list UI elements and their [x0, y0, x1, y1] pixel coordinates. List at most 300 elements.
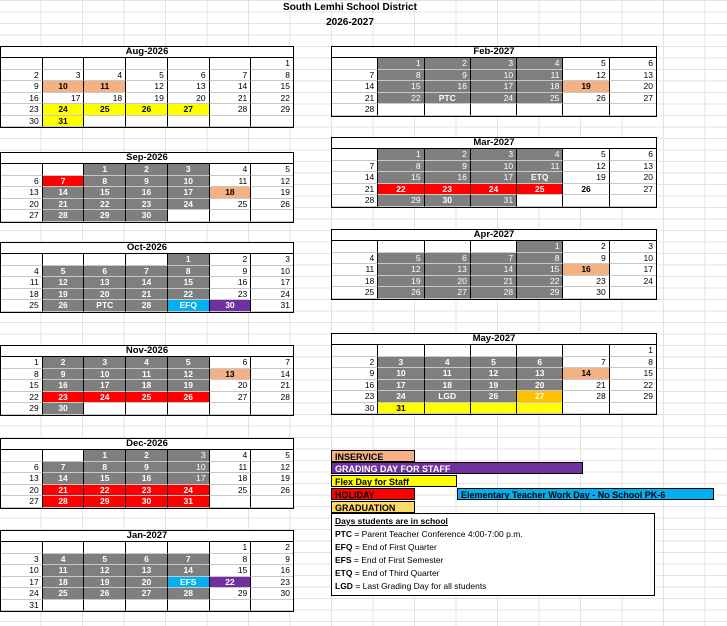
day-cell: 11 [210, 462, 252, 474]
day-cell: 30 [43, 403, 85, 415]
legend-holiday: HOLIDAY [331, 488, 415, 500]
month-grid [332, 345, 656, 414]
day-cell: 20 [168, 93, 210, 105]
day-cell: 3 [168, 164, 210, 176]
day-cell: 4 [425, 357, 471, 369]
day-cell [251, 496, 293, 508]
day-cell: 16 [126, 473, 168, 485]
day-cell: 12 [251, 462, 293, 474]
month-apr-2027 [331, 229, 657, 300]
day-cell: 15 [610, 368, 656, 380]
day-cell [168, 600, 210, 612]
day-cell: 16 [251, 565, 293, 577]
day-cell [43, 450, 85, 462]
day-cell: 7 [43, 462, 85, 474]
day-cell: 23 [563, 276, 609, 288]
day-cell [425, 104, 471, 116]
day-cell: 10 [471, 70, 517, 82]
day-cell: 3 [610, 241, 656, 253]
day-cell: 15 [378, 81, 424, 93]
day-cell: 25 [210, 199, 252, 211]
day-cell: 2 [126, 164, 168, 176]
day-cell: 16 [425, 172, 471, 184]
day-cell: 31 [43, 116, 85, 128]
day-cell: 29 [210, 588, 252, 600]
day-cell: 9 [126, 462, 168, 474]
day-cell: 8 [378, 70, 424, 82]
district-title: South Lemhi School District [283, 2, 417, 13]
day-cell: 6 [1, 176, 43, 188]
month-grid [332, 149, 656, 207]
day-cell [1, 164, 43, 176]
day-cell: 2 [332, 357, 378, 369]
month-sep-2026 [0, 152, 294, 223]
day-cell: 13 [1, 473, 43, 485]
day-cell: 21 [210, 93, 252, 105]
day-cell [210, 403, 252, 415]
day-cell [168, 542, 210, 554]
note-abbr: LGD [335, 581, 353, 591]
day-cell: ETQ [517, 172, 563, 184]
day-cell: 18 [210, 473, 252, 485]
legend-grading-day: GRADING DAY FOR STAFF [331, 462, 583, 474]
day-cell: 17 [168, 473, 210, 485]
day-cell [471, 345, 517, 357]
note-ptc [335, 528, 651, 541]
day-cell: 7 [332, 70, 378, 82]
day-cell: 24 [168, 199, 210, 211]
day-cell [84, 116, 126, 128]
day-cell [84, 403, 126, 415]
day-cell: 2 [563, 241, 609, 253]
day-cell [210, 116, 252, 128]
month-title: Apr-2027 [332, 230, 656, 241]
day-cell: 9 [43, 369, 85, 381]
month-may-2027 [331, 333, 657, 415]
month-title: Nov-2026 [1, 346, 293, 357]
day-cell [610, 403, 656, 415]
month-title: Sep-2026 [1, 153, 293, 164]
day-cell: 21 [471, 276, 517, 288]
day-cell: 10 [251, 266, 293, 278]
day-cell: 14 [126, 277, 168, 289]
day-cell: 26 [84, 588, 126, 600]
day-cell: 17 [168, 187, 210, 199]
day-cell: 29 [610, 391, 656, 403]
day-cell [1, 542, 43, 554]
note-abbr: PTC [335, 529, 352, 539]
day-cell: 29 [84, 210, 126, 222]
day-cell: 24 [1, 588, 43, 600]
day-cell: 5 [168, 357, 210, 369]
day-cell: 10 [168, 462, 210, 474]
day-cell [210, 496, 252, 508]
day-cell: 24 [378, 391, 424, 403]
day-cell: 8 [610, 357, 656, 369]
day-cell: 12 [251, 176, 293, 188]
day-cell: 15 [168, 277, 210, 289]
legend-graduation: GRADUATION [331, 501, 415, 513]
day-cell: 15 [378, 172, 424, 184]
day-cell: 7 [563, 357, 609, 369]
month-aug-2026 [0, 46, 294, 128]
day-cell: 1 [84, 450, 126, 462]
day-cell: 17 [378, 380, 424, 392]
day-cell: 27 [1, 496, 43, 508]
day-cell: 10 [610, 253, 656, 265]
day-cell: 27 [610, 93, 656, 105]
day-cell: 7 [126, 266, 168, 278]
day-cell: 29 [251, 104, 293, 116]
day-cell: 15 [84, 187, 126, 199]
day-cell: 23 [210, 289, 252, 301]
note-text: = End of Third Quarter [352, 568, 440, 578]
day-cell: 7 [471, 253, 517, 265]
day-cell [517, 403, 563, 415]
month-title: Aug-2026 [1, 47, 293, 58]
day-cell [43, 254, 85, 266]
day-cell: 18 [332, 276, 378, 288]
day-cell: 22 [517, 276, 563, 288]
day-cell: 20 [610, 81, 656, 93]
day-cell: 16 [210, 277, 252, 289]
day-cell: EFQ [168, 300, 210, 312]
month-grid [1, 164, 293, 222]
day-cell: PTC [84, 300, 126, 312]
day-cell [210, 210, 252, 222]
day-cell: 2 [425, 58, 471, 70]
day-cell: 13 [425, 264, 471, 276]
day-cell: 8 [378, 161, 424, 173]
note-abbr: EFS [335, 555, 352, 565]
school-year-title: 2026-2027 [326, 17, 374, 28]
day-cell: 7 [43, 176, 85, 188]
day-cell: 6 [126, 554, 168, 566]
day-cell [425, 403, 471, 415]
day-cell: 8 [84, 462, 126, 474]
day-cell [126, 600, 168, 612]
day-cell [563, 345, 609, 357]
day-cell: 22 [251, 93, 293, 105]
day-cell: 14 [43, 187, 85, 199]
day-cell: 7 [210, 70, 252, 82]
day-cell: 28 [210, 104, 252, 116]
day-cell [126, 254, 168, 266]
day-cell: 9 [210, 266, 252, 278]
day-cell: 1 [378, 149, 424, 161]
day-cell: 13 [517, 368, 563, 380]
day-cell: 27 [210, 392, 252, 404]
month-title: Jan-2027 [1, 531, 293, 542]
legend-flex-day: Flex Day for Staff [331, 475, 457, 487]
day-cell: 1 [251, 58, 293, 70]
day-cell: 14 [251, 369, 293, 381]
day-cell: 15 [210, 565, 252, 577]
day-cell [251, 600, 293, 612]
day-cell: 12 [84, 565, 126, 577]
day-cell [563, 195, 609, 207]
day-cell: 18 [425, 380, 471, 392]
day-cell: 26 [43, 300, 85, 312]
day-cell: 30 [126, 496, 168, 508]
day-cell: 12 [563, 161, 609, 173]
day-cell: 11 [425, 368, 471, 380]
day-cell: 20 [84, 289, 126, 301]
day-cell: 21 [332, 93, 378, 105]
day-cell: 28 [126, 300, 168, 312]
day-cell: 4 [126, 357, 168, 369]
day-cell: 4 [332, 253, 378, 265]
day-cell: 25 [517, 93, 563, 105]
day-cell: 9 [425, 70, 471, 82]
day-cell: 28 [471, 287, 517, 299]
day-cell [210, 58, 252, 70]
day-cell: 11 [517, 70, 563, 82]
day-cell: 30 [563, 287, 609, 299]
day-cell: 14 [332, 172, 378, 184]
note-abbr: EFQ [335, 542, 353, 552]
month-title: Oct-2026 [1, 243, 293, 254]
day-cell: 12 [43, 277, 85, 289]
day-cell: 11 [332, 264, 378, 276]
day-cell [43, 542, 85, 554]
day-cell: 1 [378, 58, 424, 70]
day-cell: 19 [563, 172, 609, 184]
note-text: = End of First Semester [351, 555, 444, 565]
day-cell [378, 345, 424, 357]
day-cell: 16 [425, 81, 471, 93]
note-etq [335, 567, 651, 580]
day-cell [251, 210, 293, 222]
day-cell: 5 [378, 253, 424, 265]
day-cell: 8 [517, 253, 563, 265]
day-cell: 26 [168, 392, 210, 404]
day-cell: 5 [43, 266, 85, 278]
month-oct-2026 [0, 242, 294, 313]
note-abbr: ETQ [335, 568, 353, 578]
day-cell: 8 [1, 369, 43, 381]
day-cell: 3 [378, 357, 424, 369]
day-cell: 2 [126, 450, 168, 462]
day-cell: 28 [43, 210, 85, 222]
day-cell [332, 58, 378, 70]
day-cell: 23 [126, 485, 168, 497]
day-cell: 24 [84, 392, 126, 404]
day-cell: 25 [332, 287, 378, 299]
note-efq [335, 541, 651, 554]
month-dec-2026 [0, 438, 294, 509]
day-cell: 9 [251, 554, 293, 566]
day-cell [378, 104, 424, 116]
day-cell: 13 [610, 70, 656, 82]
note-text: = Last Grading Day for all students [352, 581, 487, 591]
day-cell: 11 [1, 277, 43, 289]
day-cell: 17 [251, 277, 293, 289]
day-cell [610, 287, 656, 299]
day-cell: 6 [610, 58, 656, 70]
day-cell [517, 195, 563, 207]
month-grid [1, 254, 293, 312]
day-cell: 3 [471, 58, 517, 70]
day-cell: 7 [251, 357, 293, 369]
day-cell: 9 [425, 161, 471, 173]
day-cell: 9 [126, 176, 168, 188]
day-cell: 14 [210, 81, 252, 93]
day-cell: 25 [84, 104, 126, 116]
day-cell [610, 104, 656, 116]
day-cell [563, 104, 609, 116]
day-cell: EFS [168, 577, 210, 589]
day-cell [84, 254, 126, 266]
day-cell: 4 [210, 164, 252, 176]
day-cell: 13 [126, 565, 168, 577]
day-cell: 5 [126, 70, 168, 82]
day-cell: 24 [471, 184, 517, 196]
day-cell: 23 [425, 184, 471, 196]
day-cell: 4 [84, 70, 126, 82]
day-cell: 6 [84, 266, 126, 278]
day-cell [43, 58, 85, 70]
day-cell: 5 [251, 164, 293, 176]
day-cell [1, 58, 43, 70]
day-cell: 11 [126, 369, 168, 381]
day-cell: 28 [43, 496, 85, 508]
day-cell: 18 [126, 380, 168, 392]
legend-elementary-work-day: Elementary Teacher Work Day - No School PK-6 [457, 488, 714, 500]
day-cell: 2 [43, 357, 85, 369]
day-cell: 22 [378, 184, 424, 196]
month-grid [332, 241, 656, 299]
day-cell: 21 [563, 380, 609, 392]
day-cell: 24 [43, 104, 85, 116]
day-cell: 20 [610, 172, 656, 184]
day-cell [425, 345, 471, 357]
day-cell: 26 [471, 391, 517, 403]
day-cell: 22 [378, 93, 424, 105]
day-cell: 14 [168, 565, 210, 577]
note-text: = Parent Teacher Conference 4:00-7:00 p.m. [352, 529, 523, 539]
day-cell: 1 [84, 164, 126, 176]
day-cell: 21 [43, 199, 85, 211]
day-cell: 12 [126, 81, 168, 93]
month-grid [1, 357, 293, 415]
day-cell: 23 [43, 392, 85, 404]
day-cell [126, 542, 168, 554]
day-cell [210, 600, 252, 612]
notes-box [331, 513, 655, 596]
day-cell: 4 [517, 58, 563, 70]
day-cell: 21 [126, 289, 168, 301]
day-cell: 17 [43, 93, 85, 105]
day-cell: 23 [1, 104, 43, 116]
day-cell: 23 [126, 199, 168, 211]
day-cell: 13 [168, 81, 210, 93]
day-cell: 16 [43, 380, 85, 392]
day-cell: 9 [563, 253, 609, 265]
notes-heading: Days students are in school [335, 516, 448, 526]
day-cell: 15 [84, 473, 126, 485]
day-cell: 3 [1, 554, 43, 566]
day-cell: 21 [332, 184, 378, 196]
day-cell: 17 [471, 172, 517, 184]
day-cell: 19 [471, 380, 517, 392]
day-cell [168, 403, 210, 415]
day-cell: 3 [471, 149, 517, 161]
day-cell [168, 116, 210, 128]
day-cell: 25 [43, 588, 85, 600]
day-cell: 9 [332, 368, 378, 380]
day-cell: 26 [378, 287, 424, 299]
day-cell: 31 [1, 600, 43, 612]
day-cell: 10 [378, 368, 424, 380]
legend-inservice: INSERVICE [331, 450, 415, 462]
day-cell: 7 [332, 161, 378, 173]
day-cell: 23 [251, 577, 293, 589]
day-cell [168, 58, 210, 70]
day-cell: 22 [168, 289, 210, 301]
day-cell: 14 [471, 264, 517, 276]
day-cell: 19 [126, 93, 168, 105]
note-efs [335, 554, 651, 567]
day-cell: 19 [378, 276, 424, 288]
day-cell: 19 [168, 380, 210, 392]
day-cell [126, 403, 168, 415]
day-cell: 12 [471, 368, 517, 380]
day-cell [43, 600, 85, 612]
day-cell: LGD [425, 391, 471, 403]
day-cell: 10 [168, 176, 210, 188]
day-cell: 16 [332, 380, 378, 392]
day-cell [168, 210, 210, 222]
note-text: = End of First Quarter [352, 542, 437, 552]
day-cell: 20 [1, 485, 43, 497]
day-cell [471, 104, 517, 116]
day-cell: 11 [84, 81, 126, 93]
day-cell: 20 [126, 577, 168, 589]
day-cell [1, 450, 43, 462]
day-cell: 28 [332, 195, 378, 207]
day-cell: 6 [610, 149, 656, 161]
day-cell: 5 [563, 58, 609, 70]
day-cell: 2 [1, 70, 43, 82]
day-cell: 26 [126, 104, 168, 116]
day-cell: 29 [517, 287, 563, 299]
day-cell: 3 [251, 254, 293, 266]
day-cell: 26 [251, 485, 293, 497]
day-cell: 30 [251, 588, 293, 600]
day-cell: 6 [517, 357, 563, 369]
day-cell [332, 345, 378, 357]
day-cell: 27 [425, 287, 471, 299]
day-cell: 30 [425, 195, 471, 207]
day-cell: 8 [251, 70, 293, 82]
day-cell: 4 [1, 266, 43, 278]
day-cell: 1 [168, 254, 210, 266]
month-nov-2026 [0, 345, 294, 416]
day-cell: 20 [210, 380, 252, 392]
day-cell: 1 [517, 241, 563, 253]
day-cell: 27 [168, 104, 210, 116]
day-cell: 28 [251, 392, 293, 404]
month-title: Dec-2026 [1, 439, 293, 450]
day-cell: 12 [563, 70, 609, 82]
day-cell: 18 [84, 93, 126, 105]
day-cell: 22 [1, 392, 43, 404]
day-cell: 11 [43, 565, 85, 577]
day-cell: 27 [517, 391, 563, 403]
day-cell: 1 [610, 345, 656, 357]
day-cell: 10 [1, 565, 43, 577]
